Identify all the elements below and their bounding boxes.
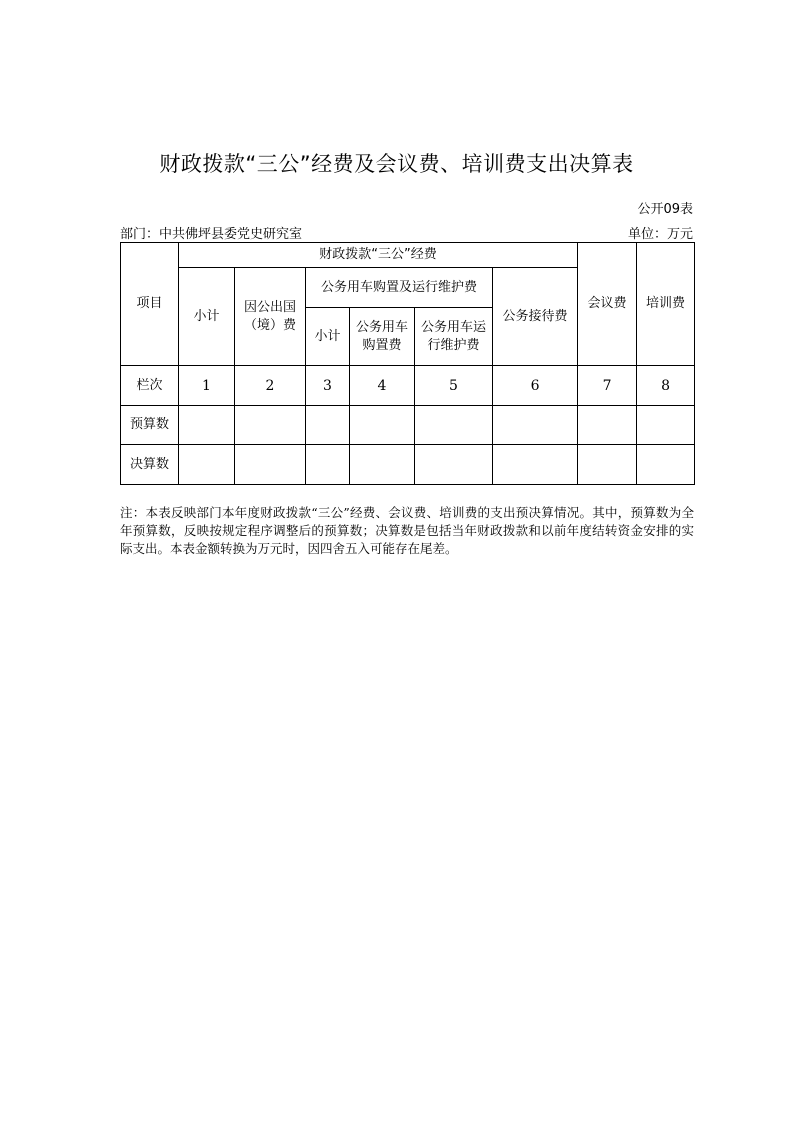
form-code: 公开09表 — [637, 202, 693, 217]
table-cell — [415, 445, 493, 485]
header-three-public: 财政拨款“三公”经费 — [179, 243, 578, 268]
column-number: 7 — [578, 366, 637, 406]
table-cell — [415, 406, 493, 445]
table-cell — [578, 406, 637, 445]
header-subtotal: 小计 — [179, 268, 235, 366]
header-meeting: 会议费 — [578, 243, 637, 366]
expenditure-table — [120, 242, 695, 485]
column-number: 3 — [306, 366, 350, 406]
department-label: 部门：中共佛坪县委党史研究室 — [120, 227, 303, 242]
header-vehicle-subtotal: 小计 — [306, 308, 350, 366]
row-label-final: 决算数 — [121, 445, 179, 485]
table-cell — [179, 445, 235, 485]
row-label-column-numbers: 栏次 — [121, 366, 179, 406]
table-cell — [493, 406, 578, 445]
column-number: 6 — [493, 366, 578, 406]
header-vehicle-group: 公务用车购置及运行维护费 — [306, 268, 493, 308]
row-label-budget: 预算数 — [121, 406, 179, 445]
header-overseas: 因公出国（境）费 — [235, 268, 306, 366]
header-vehicle-operation: 公务用车运行维护费 — [415, 308, 493, 366]
unit-label: 单位：万元 — [627, 227, 693, 242]
table-cell — [179, 406, 235, 445]
document-title: 财政拨款“三公”经费及会议费、培训费支出决算表 — [159, 152, 634, 176]
table-cell — [637, 445, 695, 485]
column-number: 1 — [179, 366, 235, 406]
column-number: 4 — [350, 366, 415, 406]
table-cell — [637, 406, 695, 445]
table-cell — [578, 445, 637, 485]
table-cell — [350, 445, 415, 485]
column-number: 2 — [235, 366, 306, 406]
header-vehicle-purchase: 公务用车购置费 — [350, 308, 415, 366]
header-training: 培训费 — [637, 243, 695, 366]
column-number: 8 — [637, 366, 695, 406]
column-number: 5 — [415, 366, 493, 406]
table-cell — [306, 445, 350, 485]
table-note: 注：本表反映部门本年度财政拨款“三公”经费、会议费、培训费的支出预决算情况。其中，预算数为全年预算数，反映按规定程序调整后的预算数；决算数是包括当年财政拨款和以前年度结转资金安排的实际支出。本表金额转换为万元时，因四舍五入可能存在尾差。 — [120, 505, 694, 556]
table-cell — [235, 406, 306, 445]
header-reception: 公务接待费 — [493, 268, 578, 366]
header-item: 项目 — [121, 243, 179, 366]
table-cell — [306, 406, 350, 445]
table-cell — [350, 406, 415, 445]
table-cell — [235, 445, 306, 485]
table-cell — [493, 445, 578, 485]
